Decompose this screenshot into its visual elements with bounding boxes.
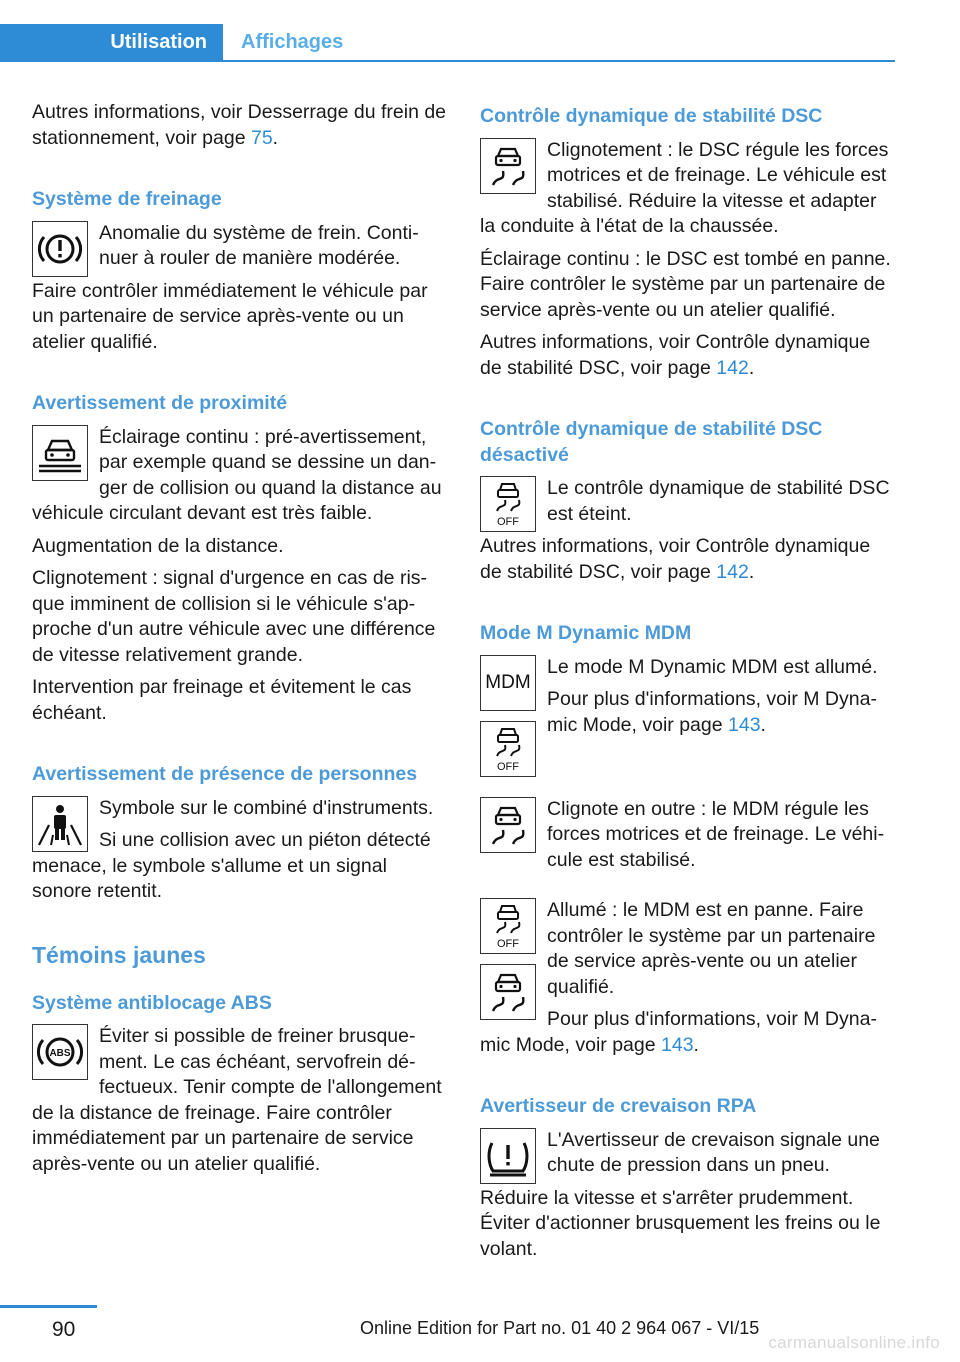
section-title-brake: Système de freinage	[32, 188, 222, 210]
page-link-143-b[interactable]: 143	[661, 1033, 694, 1056]
section-title-rpa: Avertisseur de crevaison RPA	[480, 1095, 757, 1117]
tab-affichages[interactable]: Affichages	[241, 30, 344, 53]
mdm-failure-off-label: OFF	[497, 938, 519, 950]
proximity-text-3: Clignotement : signal d'urgence en cas de risque imminent de collision si le véhicule s'approche d'un autre véhicule avec une différence de vitesse relativement grande.	[32, 567, 436, 666]
page-link-142-b[interactable]: 142	[716, 560, 749, 583]
header-tabs	[0, 24, 895, 62]
persons-text-2: Si une collision avec un piéton détecté menace, le symbole s'allume et un signal sonore retentit.	[32, 829, 431, 902]
abs-warning-icon	[32, 1024, 88, 1080]
intro-paragraph: Autres informations, voir Desserrage du frein de stationnement, voir page 75.	[32, 101, 447, 149]
pedestrian-warning-icon	[32, 796, 88, 852]
tab-utilisation[interactable]: Utilisation	[0, 24, 223, 60]
proximity-text-1: Éclairage continu : pré-avertissement, par exemple quand se dessine un danger de collision ou quand la distance au véhicule circulant devant est très faible.	[32, 425, 442, 524]
mdm-failure-skid-icon	[480, 964, 536, 1020]
mdm-text-1: Le mode M Dynamic MDM est allumé.	[547, 655, 878, 678]
dsc-off-text-2: Autres informations, voir Contrôle dynamique de stabilité DSC, voir page 142.	[480, 535, 871, 583]
section-title-proximity: Avertissement de proximité	[32, 392, 288, 414]
dsc-off-icon-label: OFF	[497, 516, 519, 528]
dsc-text-1: Clignotement : le DSC régule les forces motrices et de freinage. Le véhicule est stabilisé. Réduire la vitesse et adapter la conduite à l'état de la chaussée.	[480, 138, 889, 237]
dsc-skid-icon	[480, 138, 536, 194]
brake-warning-icon	[32, 221, 88, 277]
dsc-text-3: Autres informations, voir Contrôle dynamique de stabilité DSC, voir page 142.	[480, 331, 871, 379]
page-number: 90	[52, 1318, 76, 1341]
mdm-text-5: Pour plus d'informations, voir M Dynamic Mode, voir page 143.	[480, 1008, 877, 1056]
mdm-text-3: Clignote en outre : le MDM régule les forces motrices et de freinage. Le véhicule est stabilisé.	[547, 797, 885, 871]
mdm-text-4: Allumé : le MDM est en panne. Faire contrôler le système par un partenaire de service après-vente ou un atelier qualifié.	[547, 899, 876, 998]
brake-text-1: Anomalie du système de frein. Continuer à rouler de manière modérée.	[99, 221, 419, 269]
brake-text-2: Faire contrôler immédiatement le véhicule par un partenaire de service après-vente ou un atelier qualifié.	[32, 279, 428, 353]
section-title-mdm: Mode M Dynamic MDM	[480, 622, 692, 644]
footer-rule	[0, 1305, 97, 1308]
section-title-dsc-off: Contrôle dynamique de stabilité DSC désactivé	[480, 418, 823, 466]
abs-icon-label: ABS	[49, 1048, 71, 1059]
section-title-persons: Avertissement de présence de personnes	[32, 763, 418, 785]
persons-text-1: Symbole sur le combiné d'instruments.	[99, 796, 434, 819]
dsc-off-text-1: Le contrôle dynamique de stabilité DSC est éteint.	[547, 477, 890, 525]
rpa-text-1: L'Avertisseur de crevaison signale une chute de pression dans un pneu.	[547, 1128, 880, 1176]
mdm-skid-icon	[480, 797, 536, 853]
left-column	[32, 100, 448, 1184]
section-title-dsc: Contrôle dynamique de stabilité DSC	[480, 105, 823, 127]
tire-pressure-icon	[480, 1128, 536, 1184]
mdm-dsc-off-icon-label: OFF	[497, 760, 519, 773]
mdm-dsc-off-icon	[480, 721, 536, 777]
mdm-failure-dsc-off-icon	[480, 898, 536, 954]
mdm-icon-label: MDM	[485, 671, 531, 693]
mdm-text-2: Pour plus d'informations, voir M Dynamic Mode, voir page 143.	[547, 688, 877, 736]
section-title-abs: Système antiblocage ABS	[32, 991, 272, 1014]
dsc-text-2: Éclairage continu : le DSC est tombé en panne. Faire contrôler le système par un partenaire de service après-vente ou un atelier qualifié.	[480, 247, 891, 321]
mdm-icon-stack	[480, 655, 547, 779]
watermark: carmanualsonline.info	[768, 1333, 940, 1352]
page-link-142-a[interactable]: 142	[716, 356, 749, 379]
mdm-icon	[480, 655, 536, 711]
rpa-text-2: Réduire la vitesse et s'arrêter prudemment. Éviter d'actionner brusquement les freins ou le volant.	[480, 1186, 881, 1260]
mdm-failure-icon-stack	[480, 898, 547, 1022]
footer-edition: Online Edition for Part no. 01 40 2 964 067 - VI/15	[360, 1318, 760, 1338]
right-column	[480, 100, 896, 1269]
page-link-75[interactable]: 75	[250, 126, 273, 149]
proximity-warning-icon	[32, 425, 88, 481]
page-link-143-a[interactable]: 143	[728, 713, 761, 736]
proximity-text-2: Augmentation de la distance.	[32, 534, 284, 557]
section-heading-yellow: Témoins jaunes	[32, 941, 206, 968]
proximity-text-4: Intervention par freinage et évitement le cas échéant.	[32, 676, 412, 724]
abs-text-1: Éviter si possible de freiner brusquement. Le cas échéant, servofrein défectueux. Tenir compte de l'allongement de la distance de freinage. Faire contrôler immédiatement par un partenaire de service après-vente ou un atelier qualifié.	[32, 1025, 442, 1175]
dsc-off-icon	[480, 476, 536, 532]
